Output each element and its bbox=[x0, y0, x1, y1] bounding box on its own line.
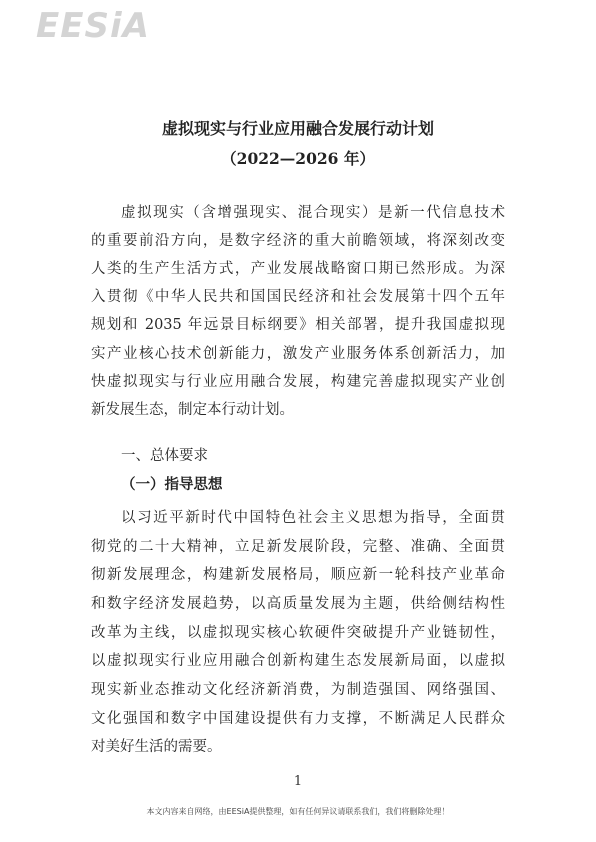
guiding-line: 彻党的二十大精神，立足新发展阶段，完整、准确、全面贯 bbox=[91, 539, 505, 555]
guiding-line: 以习近平新时代中国特色社会主义思想为指导，全面贯 bbox=[121, 510, 505, 526]
guiding-line: 改革为主线，以虚拟现实核心软硬件突破提升产业链韧性， bbox=[91, 625, 505, 641]
section-heading: 一、总体要求 bbox=[121, 448, 208, 464]
intro-line: 虚拟现实（含增强现实、混合现实）是新一代信息技术 bbox=[121, 205, 505, 221]
intro-line: 规划和 2035 年远景目标纲要》相关部署，提升我国虚拟现 bbox=[91, 317, 505, 333]
eesia-logo: EESiA bbox=[36, 6, 150, 46]
document-subtitle: （2022—2026 年） bbox=[221, 149, 375, 168]
guiding-line: 和数字经济发展趋势，以高质量发展为主题，供给侧结构性 bbox=[91, 596, 505, 612]
guiding-line: 文化强国和数字中国建设提供有力支撑，不断满足人民群众 bbox=[91, 711, 505, 727]
subsection-heading: （一）指导思想 bbox=[121, 477, 223, 493]
guiding-line: 以虚拟现实行业应用融合创新构建生态发展新局面，以虚拟 bbox=[91, 653, 505, 669]
intro-line: 快虚拟现实与行业应用融合发展，构建完善虚拟现实产业创 bbox=[91, 374, 505, 390]
intro-line: 人类的生产生活方式，产业发展战略窗口期已然形成。为深 bbox=[91, 261, 505, 277]
intro-line: 入贯彻《中华人民共和国国民经济和社会发展第十四个五年 bbox=[91, 289, 505, 305]
guiding-line: 彻新发展理念，构建新发展格局，顺应新一轮科技产业革命 bbox=[91, 567, 505, 583]
page-number: 1 bbox=[293, 774, 303, 789]
document-title: 虚拟现实与行业应用融合发展行动计划 bbox=[161, 119, 434, 138]
guiding-line: 现实新业态推动文化经济新消费，为制造强国、网络强国、 bbox=[91, 682, 505, 698]
intro-line: 的重要前沿方向，是数字经济的重大前瞻领域，将深刻改变 bbox=[91, 233, 505, 249]
intro-line: 实产业核心技术创新能力，激发产业服务体系创新活力，加 bbox=[91, 346, 505, 362]
intro-line: 新发展生态，制定本行动计划。 bbox=[91, 402, 294, 418]
guiding-line: 对美好生活的需要。 bbox=[91, 739, 222, 755]
footer-disclaimer: 本文内容来自网络，由EESiA提供整理，如有任何异议请联系我们，我们将删除处理！ bbox=[146, 807, 450, 816]
